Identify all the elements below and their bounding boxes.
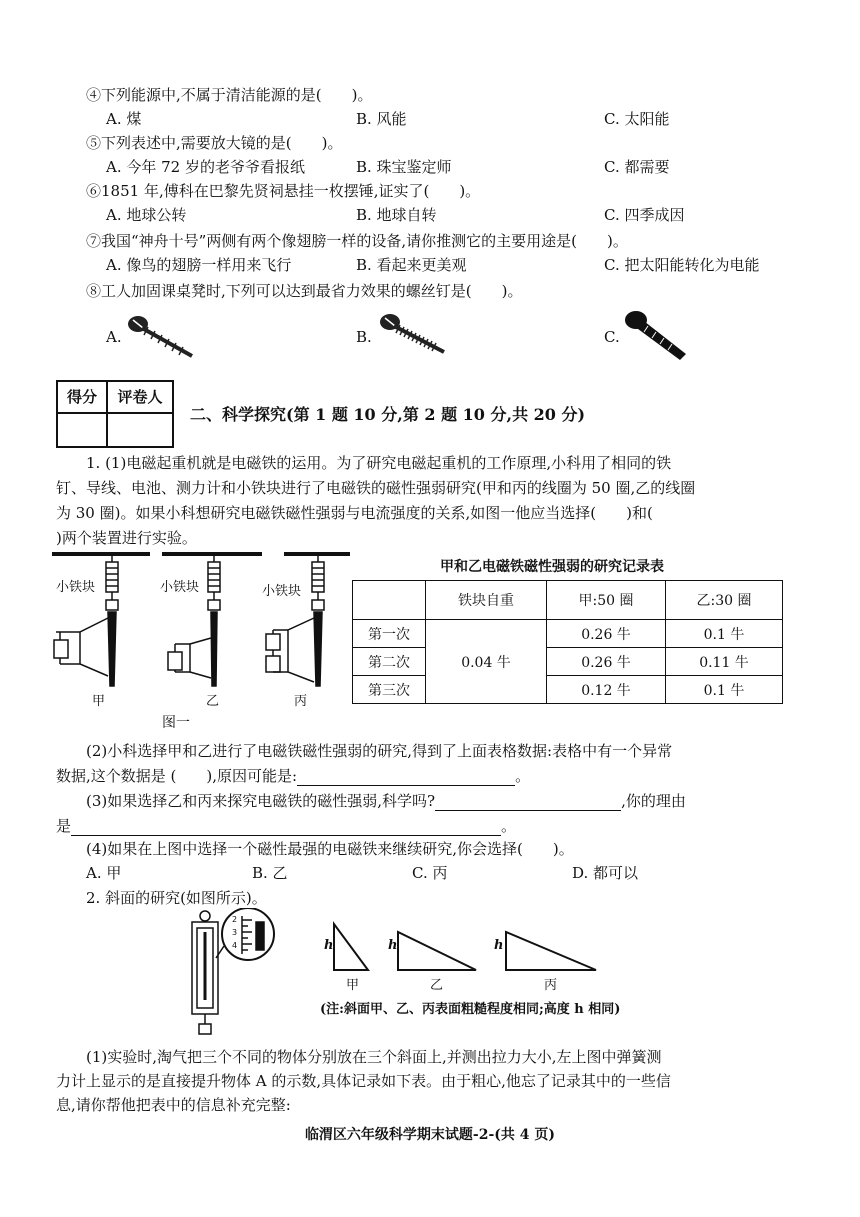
p1-q3-line1-end: ,你的理由 xyxy=(621,792,686,810)
q7-option-b: B. 看起来更美观 xyxy=(356,256,467,274)
score-box-divider xyxy=(106,382,108,446)
q6-option-c: C. 四季成因 xyxy=(604,206,685,224)
q4-stem: ④下列能源中,不属于清洁能源的是( )。 xyxy=(86,86,373,104)
device-label-yi: 乙 xyxy=(206,694,220,709)
answer-blank[interactable] xyxy=(71,817,501,836)
incline-note: (注:斜面甲、乙、丙表面粗糙程度相同;高度 h 相同) xyxy=(320,1002,621,1017)
row-label: 第三次 xyxy=(353,676,426,704)
page-footer: 临渭区六年级科学期末试题-2-(共 4 页) xyxy=(304,1127,556,1143)
score-box xyxy=(56,380,174,448)
q4-option-b: B. 风能 xyxy=(356,110,407,128)
jia-value: 0.12 牛 xyxy=(547,676,666,704)
record-table xyxy=(352,580,783,704)
table-header-cell: 铁块自重 xyxy=(426,581,547,620)
figure-1-caption: 图一 xyxy=(162,715,190,731)
p1-q3-line1 xyxy=(86,790,686,811)
height-label-yi: h xyxy=(388,938,398,953)
q6-option-a: A. 地球公转 xyxy=(106,206,187,224)
incline-figure xyxy=(180,908,600,1038)
iron-block-label-jia: 小铁块 xyxy=(56,580,96,595)
answer-blank[interactable] xyxy=(297,767,515,786)
answer-blank[interactable] xyxy=(435,792,621,811)
p1-q2-line1: (2)小科选择甲和乙进行了电磁铁磁性强弱的研究,得到了上面表格数据:表格中有一个异常 xyxy=(86,742,673,760)
iron-block-label-yi: 小铁块 xyxy=(160,580,200,595)
iron-weight-cell: 0.04 牛 xyxy=(426,620,547,704)
p1-line3: 为 30 圈)。如果小科想研究电磁铁磁性强弱与电流强度的关系,如图一他应当选择( )和( xyxy=(56,504,653,522)
p2-line2: 力计上显示的是直接提升物体 A 的示数,具体记录如下表。由于粗心,他忘了记录其中的一些信 xyxy=(56,1072,671,1090)
q8-option-a: A. xyxy=(106,328,122,346)
p1-q2-line2 xyxy=(56,765,530,786)
height-label-bing: h xyxy=(494,938,504,953)
p1-q4-stem: (4)如果在上图中选择一个磁性最强的电磁铁来继续研究,你会选择( )。 xyxy=(86,840,574,858)
screw-b-icon xyxy=(374,310,450,360)
q8-option-b: B. xyxy=(356,328,372,346)
q8-option-c: C. xyxy=(604,328,620,346)
section-title: 二、科学探究(第 1 题 10 分,第 2 题 10 分,共 20 分) xyxy=(190,405,586,424)
p1-q4-option-a: A. 甲 xyxy=(86,864,122,882)
scale-mark: 4 xyxy=(232,941,238,950)
q7-option-c: C. 把太阳能转化为电能 xyxy=(604,256,760,274)
scale-mark: 2 xyxy=(232,915,238,924)
height-label-jia: h xyxy=(324,938,334,953)
row-label: 第二次 xyxy=(353,648,426,676)
yi-value: 0.1 牛 xyxy=(666,620,783,648)
q4-option-c: C. 太阳能 xyxy=(604,110,670,128)
device-label-jia: 甲 xyxy=(92,694,106,709)
q5-stem: ⑤下列表述中,需要放大镜的是( )。 xyxy=(86,134,343,152)
p1-q4-option-b: B. 乙 xyxy=(252,864,288,882)
grader-header: 评卷人 xyxy=(117,388,163,406)
table-row xyxy=(353,676,783,704)
p1-line4: )两个装置进行实验。 xyxy=(56,529,197,547)
yi-value: 0.11 牛 xyxy=(666,648,783,676)
p1-q3-line2-text: 是 xyxy=(56,817,72,835)
q5-option-b: B. 珠宝鉴定师 xyxy=(356,158,452,176)
table-header-cell: 甲:50 圈 xyxy=(547,581,666,620)
incline-label-jia: 甲 xyxy=(346,978,360,993)
table-row xyxy=(353,620,783,648)
jia-value: 0.26 牛 xyxy=(547,648,666,676)
screw-a-icon xyxy=(124,312,200,362)
q6-stem: ⑥1851 年,傅科在巴黎先贤祠悬挂一枚摆锤,证实了( )。 xyxy=(86,182,481,200)
p1-line1: 1. (1)电磁起重机就是电磁铁的运用。为了研究电磁起重机的工作原理,小科用了相同的铁 xyxy=(86,454,672,472)
yi-value: 0.1 牛 xyxy=(666,676,783,704)
p1-q3-line1-text: (3)如果选择乙和丙来探究电磁铁的磁性强弱,科学吗? xyxy=(86,792,436,810)
q6-option-b: B. 地球自转 xyxy=(356,206,437,224)
q7-stem: ⑦我国“神舟十号”两侧有两个像翅膀一样的设备,请你推测它的主要用途是( )。 xyxy=(86,232,628,250)
p1-line2: 钉、导线、电池、测力计和小铁块进行了电磁铁的磁性强弱研究(甲和丙的线圈为 50 圈,乙的线圈 xyxy=(56,479,696,497)
p1-q3-line2-end: 。 xyxy=(501,817,517,835)
iron-block-label-bing: 小铁块 xyxy=(262,584,302,599)
row-label: 第一次 xyxy=(353,620,426,648)
p1-q3-line2 xyxy=(56,815,516,836)
jia-value: 0.26 牛 xyxy=(547,620,666,648)
p2-line3: 息,请你帮他把表中的信息补充完整: xyxy=(56,1096,291,1114)
q4-option-a: A. 煤 xyxy=(106,110,142,128)
q7-option-a: A. 像鸟的翅膀一样用来飞行 xyxy=(106,256,292,274)
q8-stem: ⑧工人加固课桌凳时,下列可以达到最省力效果的螺丝钉是( )。 xyxy=(86,282,523,300)
device-label-bing: 丙 xyxy=(294,694,308,709)
p1-q2-line2-end: 。 xyxy=(515,767,531,785)
p2-line1: (1)实验时,淘气把三个不同的物体分别放在三个斜面上,并测出拉力大小,左上图中弹簧测 xyxy=(86,1048,662,1066)
p1-q2-line2-text: 数据,这个数据是 ( ),原因可能是: xyxy=(56,767,298,785)
screw-c-icon xyxy=(622,308,692,364)
incline-label-yi: 乙 xyxy=(430,978,444,993)
score-box-rule xyxy=(58,412,172,414)
incline-label-bing: 丙 xyxy=(544,978,558,993)
p2-title: 2. 斜面的研究(如图所示)。 xyxy=(86,889,267,907)
q5-option-c: C. 都需要 xyxy=(604,158,670,176)
table-header-cell: 乙:30 圈 xyxy=(666,581,783,620)
table-row xyxy=(353,648,783,676)
table-header-cell xyxy=(353,581,426,620)
p1-q4-option-d: D. 都可以 xyxy=(572,864,639,882)
table-header-row xyxy=(353,581,783,620)
scale-mark: 3 xyxy=(232,928,238,937)
q5-option-a: A. 今年 72 岁的老爷爷看报纸 xyxy=(106,158,305,176)
record-table-title: 甲和乙电磁铁磁性强弱的研究记录表 xyxy=(440,559,664,575)
p1-q4-option-c: C. 丙 xyxy=(412,864,448,882)
score-header: 得分 xyxy=(66,388,97,406)
